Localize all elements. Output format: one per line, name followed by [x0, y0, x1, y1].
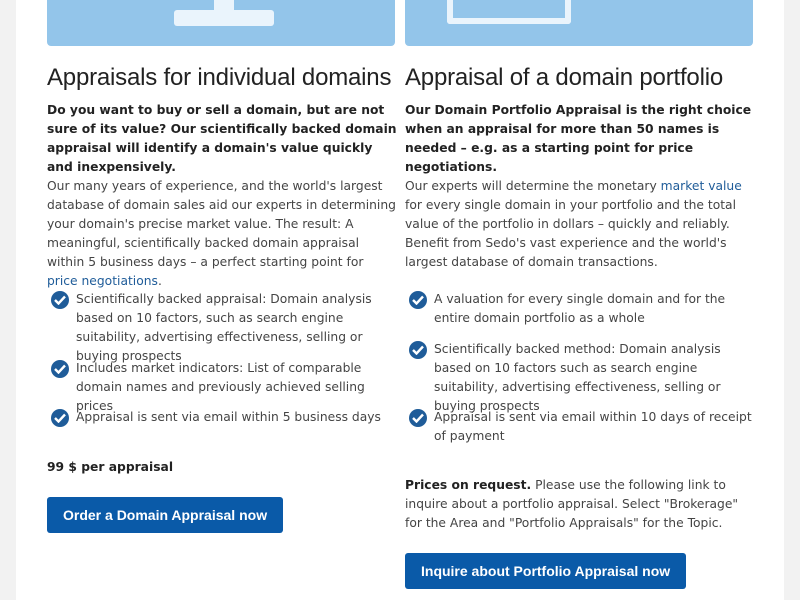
prices-on-request-text [405, 476, 755, 533]
monitor-icon [447, 0, 571, 24]
feature-text: A valuation for every single domain and for the entire domain portfolio as a whole [434, 292, 726, 325]
list-item [405, 408, 755, 446]
check-circle-icon [409, 341, 427, 359]
check-circle-icon [51, 409, 69, 427]
list-item [47, 359, 397, 413]
list-item [47, 290, 397, 363]
list-item [47, 408, 397, 427]
description-text: Our experts will determine the monetary [405, 179, 661, 193]
feature-text: Scientifically backed appraisal: Domain analysis based on 10 factors, such as search engine suitability, advertising effectiveness, selling or buying prospects [76, 292, 372, 363]
individual-appraisal-lead: Do you want to buy or sell a domain, but are not sure of its value? Our scientifically backed domain appraisal will identify a domain's value quickly and inexpensively. [47, 103, 397, 174]
portfolio-appraisal-description [405, 177, 755, 272]
prices-on-request-details: Please use the following link to inquire about a portfolio appraisal. Select "Brokerage" for the Area and "Portfolio Appraisals" for the Topic. [405, 478, 739, 530]
price-negotiations-link[interactable]: price negotiations [47, 274, 158, 288]
check-circle-icon [409, 291, 427, 309]
portfolio-appraisal-title: Appraisal of a domain portfolio [405, 64, 723, 91]
check-circle-icon [51, 360, 69, 378]
individual-features-list [47, 290, 397, 427]
feature-text: Appraisal is sent via email within 5 business days [76, 410, 381, 424]
inquire-portfolio-appraisal-button[interactable]: Inquire about Portfolio Appraisal now [405, 553, 686, 589]
description-text: Our many years of experience, and the world's largest database of domain sales aid our experts in determining your domain's precise market value. The result: A meaningful, scientifically backed domain appraisal within 5 business days – a perfect starting point for [47, 179, 396, 269]
description-end: . [157, 274, 162, 288]
order-domain-appraisal-button[interactable]: Order a Domain Appraisal now [47, 497, 283, 533]
monitor-icon [174, 10, 274, 26]
page [16, 0, 784, 600]
check-circle-icon [409, 409, 427, 427]
description-end: for every single domain in your portfolio and the total value of the portfolio in dollars – quickly and reliably. Benefit from Sedo's vast experience and the world's largest database of domain transactions. [405, 198, 736, 269]
list-item [405, 290, 755, 340]
individual-appraisal-description [47, 177, 397, 291]
prices-on-request-label: Prices on request. [405, 478, 532, 492]
portfolio-features-list [405, 290, 755, 446]
feature-text: Includes market indicators: List of comparable domain names and previously achieved selling prices [76, 361, 365, 413]
market-value-link[interactable]: market value [660, 179, 742, 193]
feature-text: Scientifically backed method: Domain analysis based on 10 factors such as search engine suitability, advertising effectiveness, selling or buying prospects [434, 342, 721, 413]
appraisal-price: 99 $ per appraisal [47, 460, 174, 474]
check-circle-icon [51, 291, 69, 309]
list-item [405, 340, 755, 413]
individual-appraisal-banner [47, 0, 395, 46]
portfolio-appraisal-banner [405, 0, 753, 46]
feature-text: Appraisal is sent via email within 10 days of receipt of payment [434, 410, 752, 443]
portfolio-appraisal-lead: Our Domain Portfolio Appraisal is the right choice when an appraisal for more than 50 names is needed – e.g. as a starting point for price negotiations. [405, 103, 752, 174]
individual-appraisal-title: Appraisals for individual domains [47, 64, 392, 91]
